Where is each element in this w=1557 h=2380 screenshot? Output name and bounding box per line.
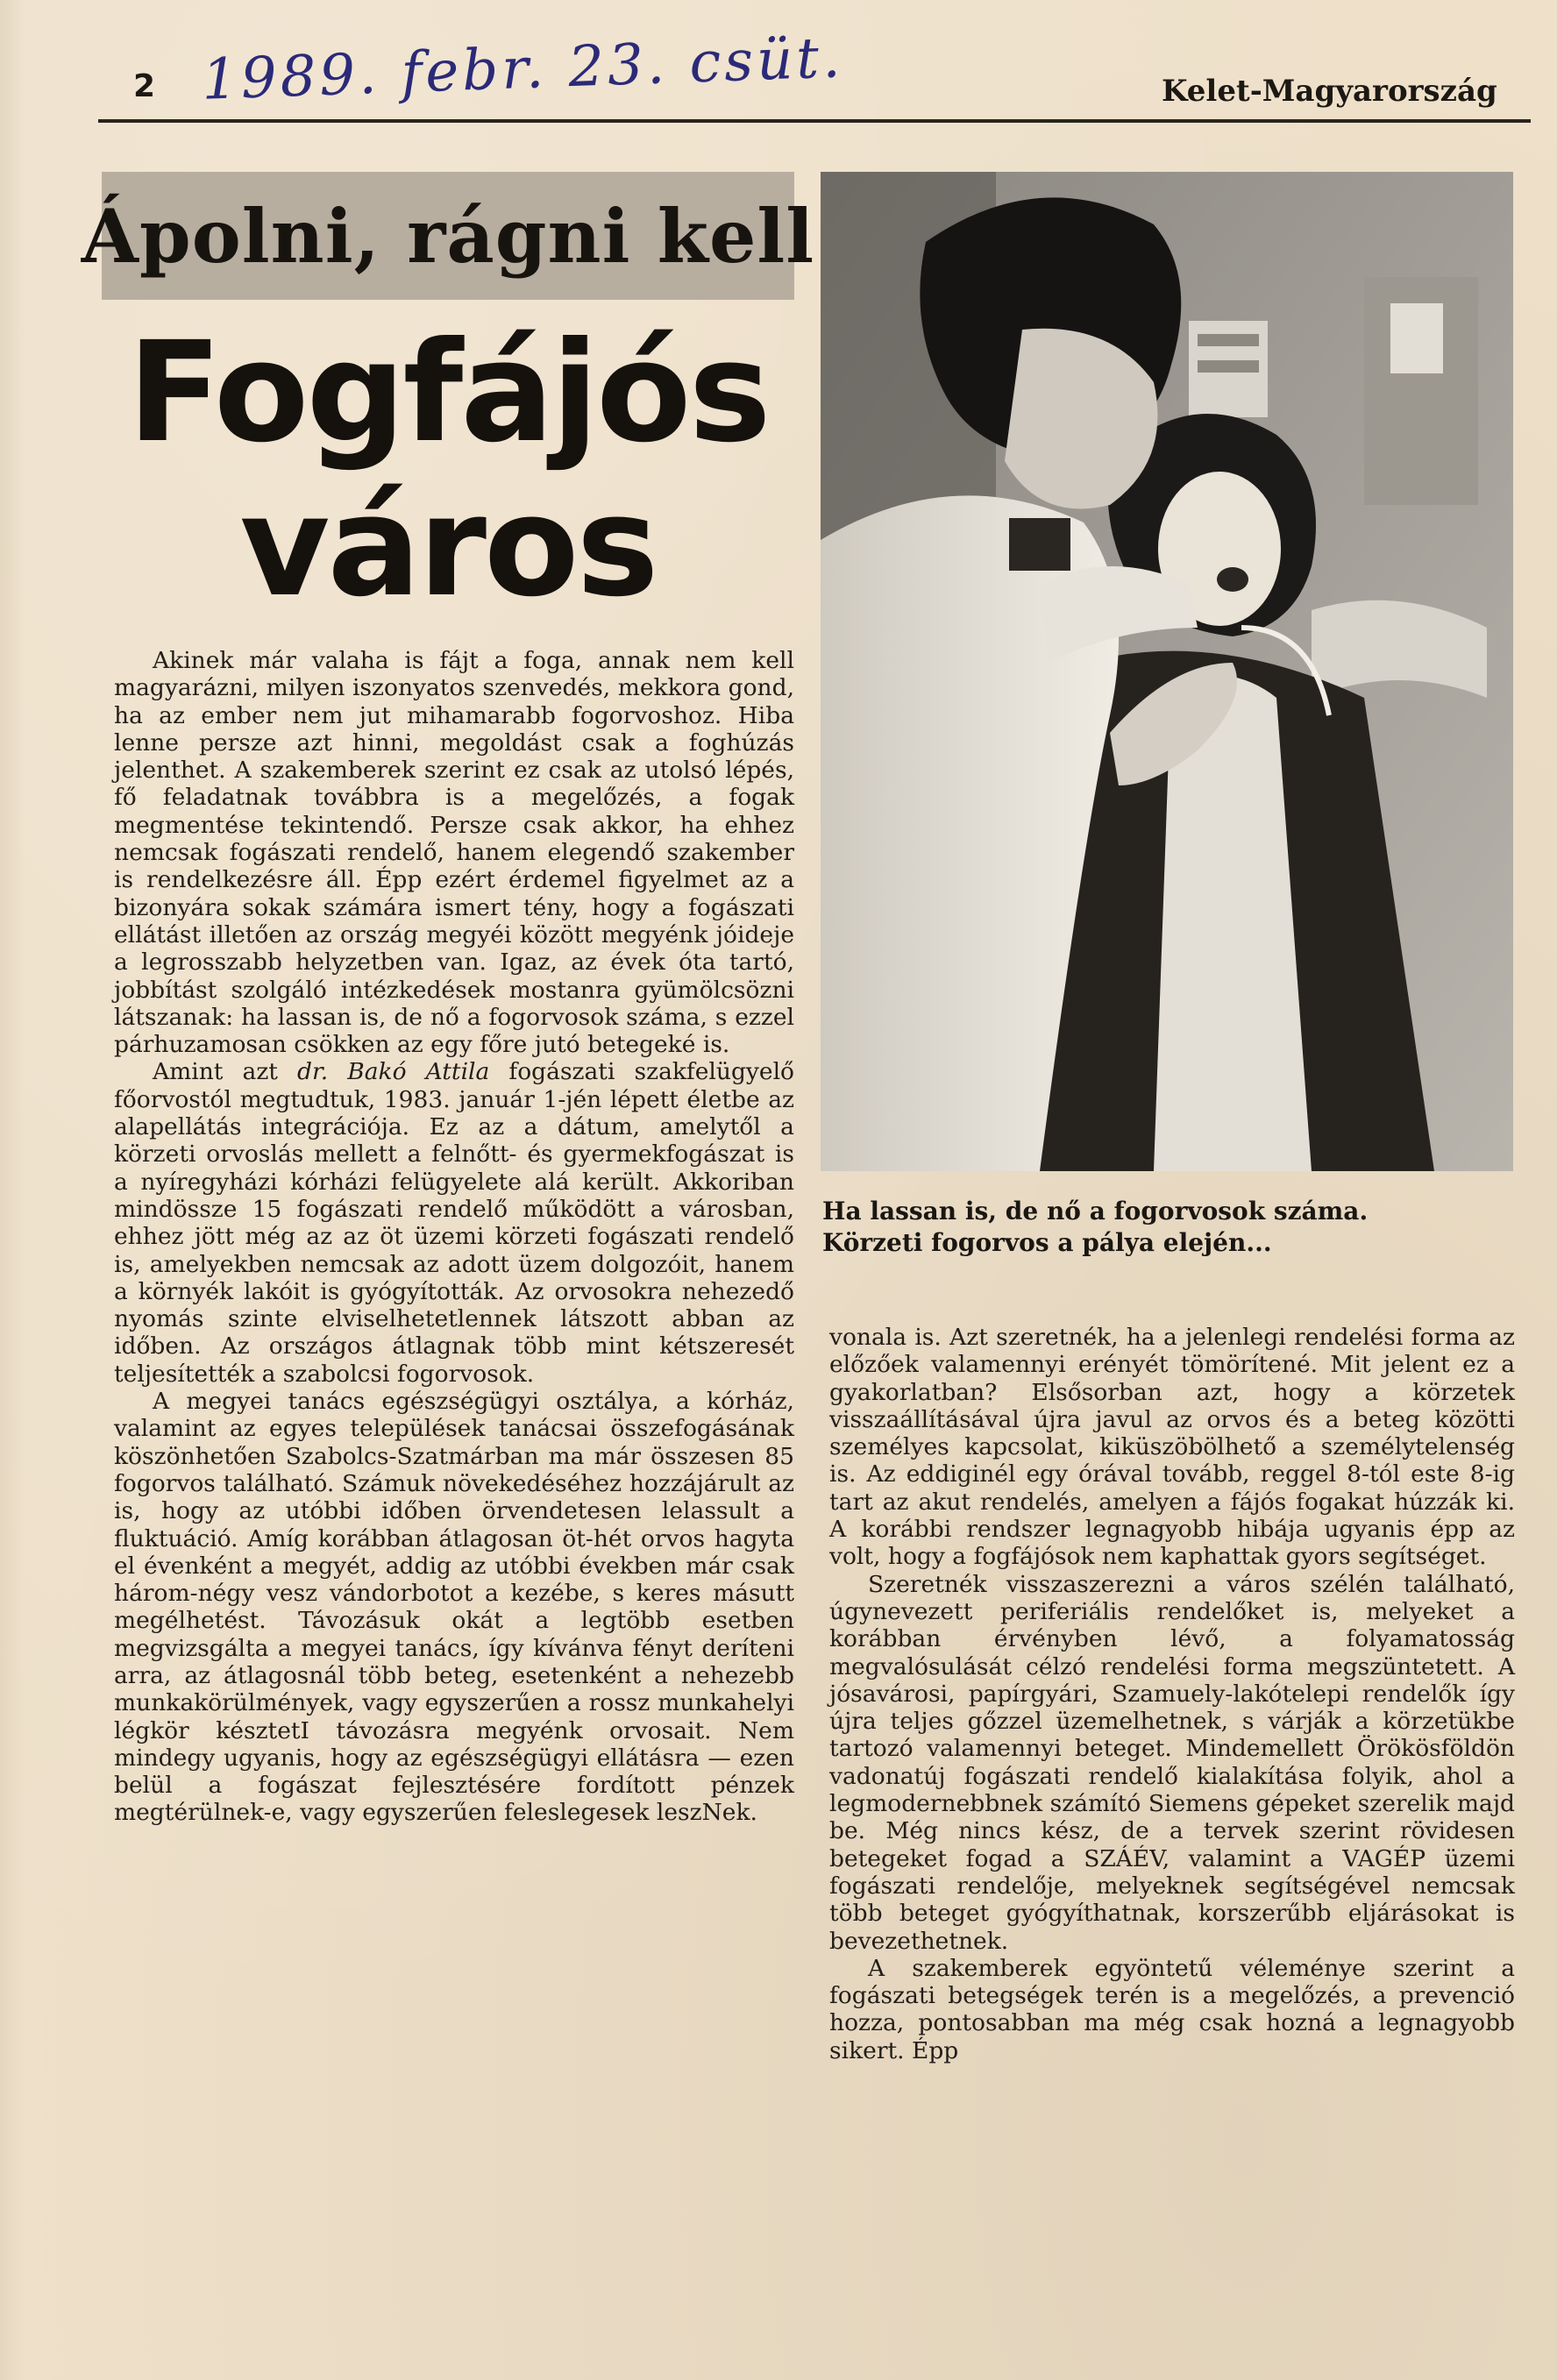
paper-edge-shadow [0,0,25,2380]
paragraph-left-2-start: Amint azt [153,1058,298,1086]
page-number: 2 [133,68,156,104]
article-column-right [829,1324,1515,2064]
dentist-photo [821,172,1513,1171]
kicker-text: Ápolni, rágni kell [81,192,815,280]
paragraph-left-1: Akinek már valaha is fájt a foga, annak nem kell magyarázni, milyen iszonyatos szenvedés, mekkora gond, ha az ember nem jut mihamarabb fogorvoshoz. Hiba lenne persze azt hinni, megoldást csak a foghúzás jelenthet. A szakemberek szerint ez csak az utolsó lépés, fő feladatnak továbbra is a megelőzés, a fogak megmentése tekintendő. Persze csak akkor, ha ehhez nemcsak fogászati rendelő, hanem elegendő szakember is rendelkezésre áll. Épp ezért érdemel figyelmet az a bizonyára sokak számára ismert tény, hogy a fogászati ellátást illetően az ország megyéi között megyénk jóideje a legrosszabb helyzetben van. Igaz, az évek óta tartó, jobbítást szolgáló intézkedések mostanra gyümölcsözni látszanak: ha lassan is, de nő a fogorvosok száma, s ezzel párhuzamosan csökken az egy főre jutó betegeké is. [114,647,794,1059]
paragraph-right-1: vonala is. Azt szeretnék, ha a jelenlegi rendelési forma az előzőek valamennyi erényét tömörítené. Mit jelent ez a gyakorlatban? Elsősorban azt, hogy a körzetek visszaállításával újra javul az orvos és a beteg közötti személyes kapcsolat, kiküszöbölhető a személytelenség is. Az eddiginél egy órával tovább, reggel 8-tól este 8-ig tart az akut rendelés, amelyen a fájós fogakat húzzák ki. A korábbi rendszer legnagyobb hibája ugyanis épp az volt, hogy a fogfájósok nem kaphattak gyors segítséget. [829,1324,1515,1571]
headline-line-1: Fogfájós [127,312,769,473]
dentist-treating-patient-photo-icon [821,172,1513,1171]
paragraph-right-2: Szeretnék visszaszerezni a város szélén található, úgynevezett periferiális rendelőket is, melyeket a korábban érvényben lévő, a folyamatosság megvalósulását célzó rendelési forma megszüntetett. A jósavárosi, papírgyári, Szamuely-lakótelepi rendelők így újra teljes gőzzel üzemelhetnek, s várják a körzetükbe tartozó valamennyi beteget. Mindemellett Örökösföldön vadonatúj fogászati rendelő kialakítása folyik, ahol a legmodernebbnek számító Siemens gépeket szerelik majd be. Még nincs kész, de a tervek szerint rövidesen betegeket fogad a SZÁÉV, valamint a VAGÉP üzemi fogászati rendelője, melyeknek segítségével nemcsak több beteget gyógyíthatnak, korszerűbb eljárásokat is bevezethetnek. [829,1570,1515,1955]
headline-line-2: város [239,466,657,628]
handwritten-date-annotation: 1989. febr. 23. csüt. [200,25,845,113]
paragraph-left-2-name: dr. Bakó Attila [297,1058,490,1086]
paragraph-left-3: A megyei tanács egészségügyi osztálya, a kórház, valamint az egyes települések tanácsai összefogásának köszönhetően Szabolcs-Szatmárban ma már összesen 85 fogorvos található. Számuk növekedéséhez hozzájárult az is, hogy az utóbbi időben örvendetesen lelassult a fluktuáció. Amíg korábban átlagosan öt-hét orvos hagyta el évenként a megyét, addig az utóbbi években már csak három-négy vesz vándorbotot a kezébe, s keres másutt megélhetést. Távozásuk okát a legtöbb esetben megvizsgálta a megyei tanács, így kívánva fényt deríteni arra, az átlagosnál több beteg, esetenként a nehezebb munkakörülmények, vagy egyszerűen a rossz munkahelyi légkör késztetI távozásra megyénk orvosait. Nem mindegy ugyanis, hogy az egészségügyi ellátásra — ezen belül a fogászat fejlesztésére fordított pénzek megtérülnek-e, vagy egyszerűen feleslegesek leszNek. [114,1388,794,1827]
kicker-box [81,172,815,300]
article-column-left [114,647,794,1827]
caption-line-1: Ha lassan is, de nő a fogorvosok száma. [822,1197,1369,1226]
caption-line-2: Körzeti fogorvos a pálya elején... [822,1228,1272,1257]
photo-caption [822,1196,1515,1259]
paragraph-left-2 [114,1058,794,1388]
newspaper-name: Kelet-Magyarország [1162,74,1497,109]
headline [102,312,794,628]
paragraph-left-2-rest: fogászati szakfelügyelő főorvostól megtudtuk, 1983. január 1-jén lépett életbe az alapellátás integrációja. Ez az a dátum, amelytől a körzeti orvoslás mellett a felnőtt- és gyermekfogászat is a nyíregyházi kórházi felügyelete alá került. Akkoriban mindössze 15 fogászati rendelő működött a városban, ehhez jött még az az öt üzemi körzeti fogászati rendelő is, amelyekben nemcsak az adott üzem dolgozóit, hanem a környék lakóit is gyógyították. Az orvosokra nehezedő nyomás szinte elviselhetetlennek látszott abban az időben. Az országos átlagnak több mint kétszeresét teljesítették a szabolcsi fogorvosok. [114,1058,795,1388]
paragraph-right-3: A szakemberek egyöntetű véleménye szerint a fogászati betegségek terén is a megelőzés, a prevenció hozza, pontosabban ma még csak hozná a legnagyobb sikert. Épp [829,1954,1515,2064]
header-divider [98,119,1531,123]
